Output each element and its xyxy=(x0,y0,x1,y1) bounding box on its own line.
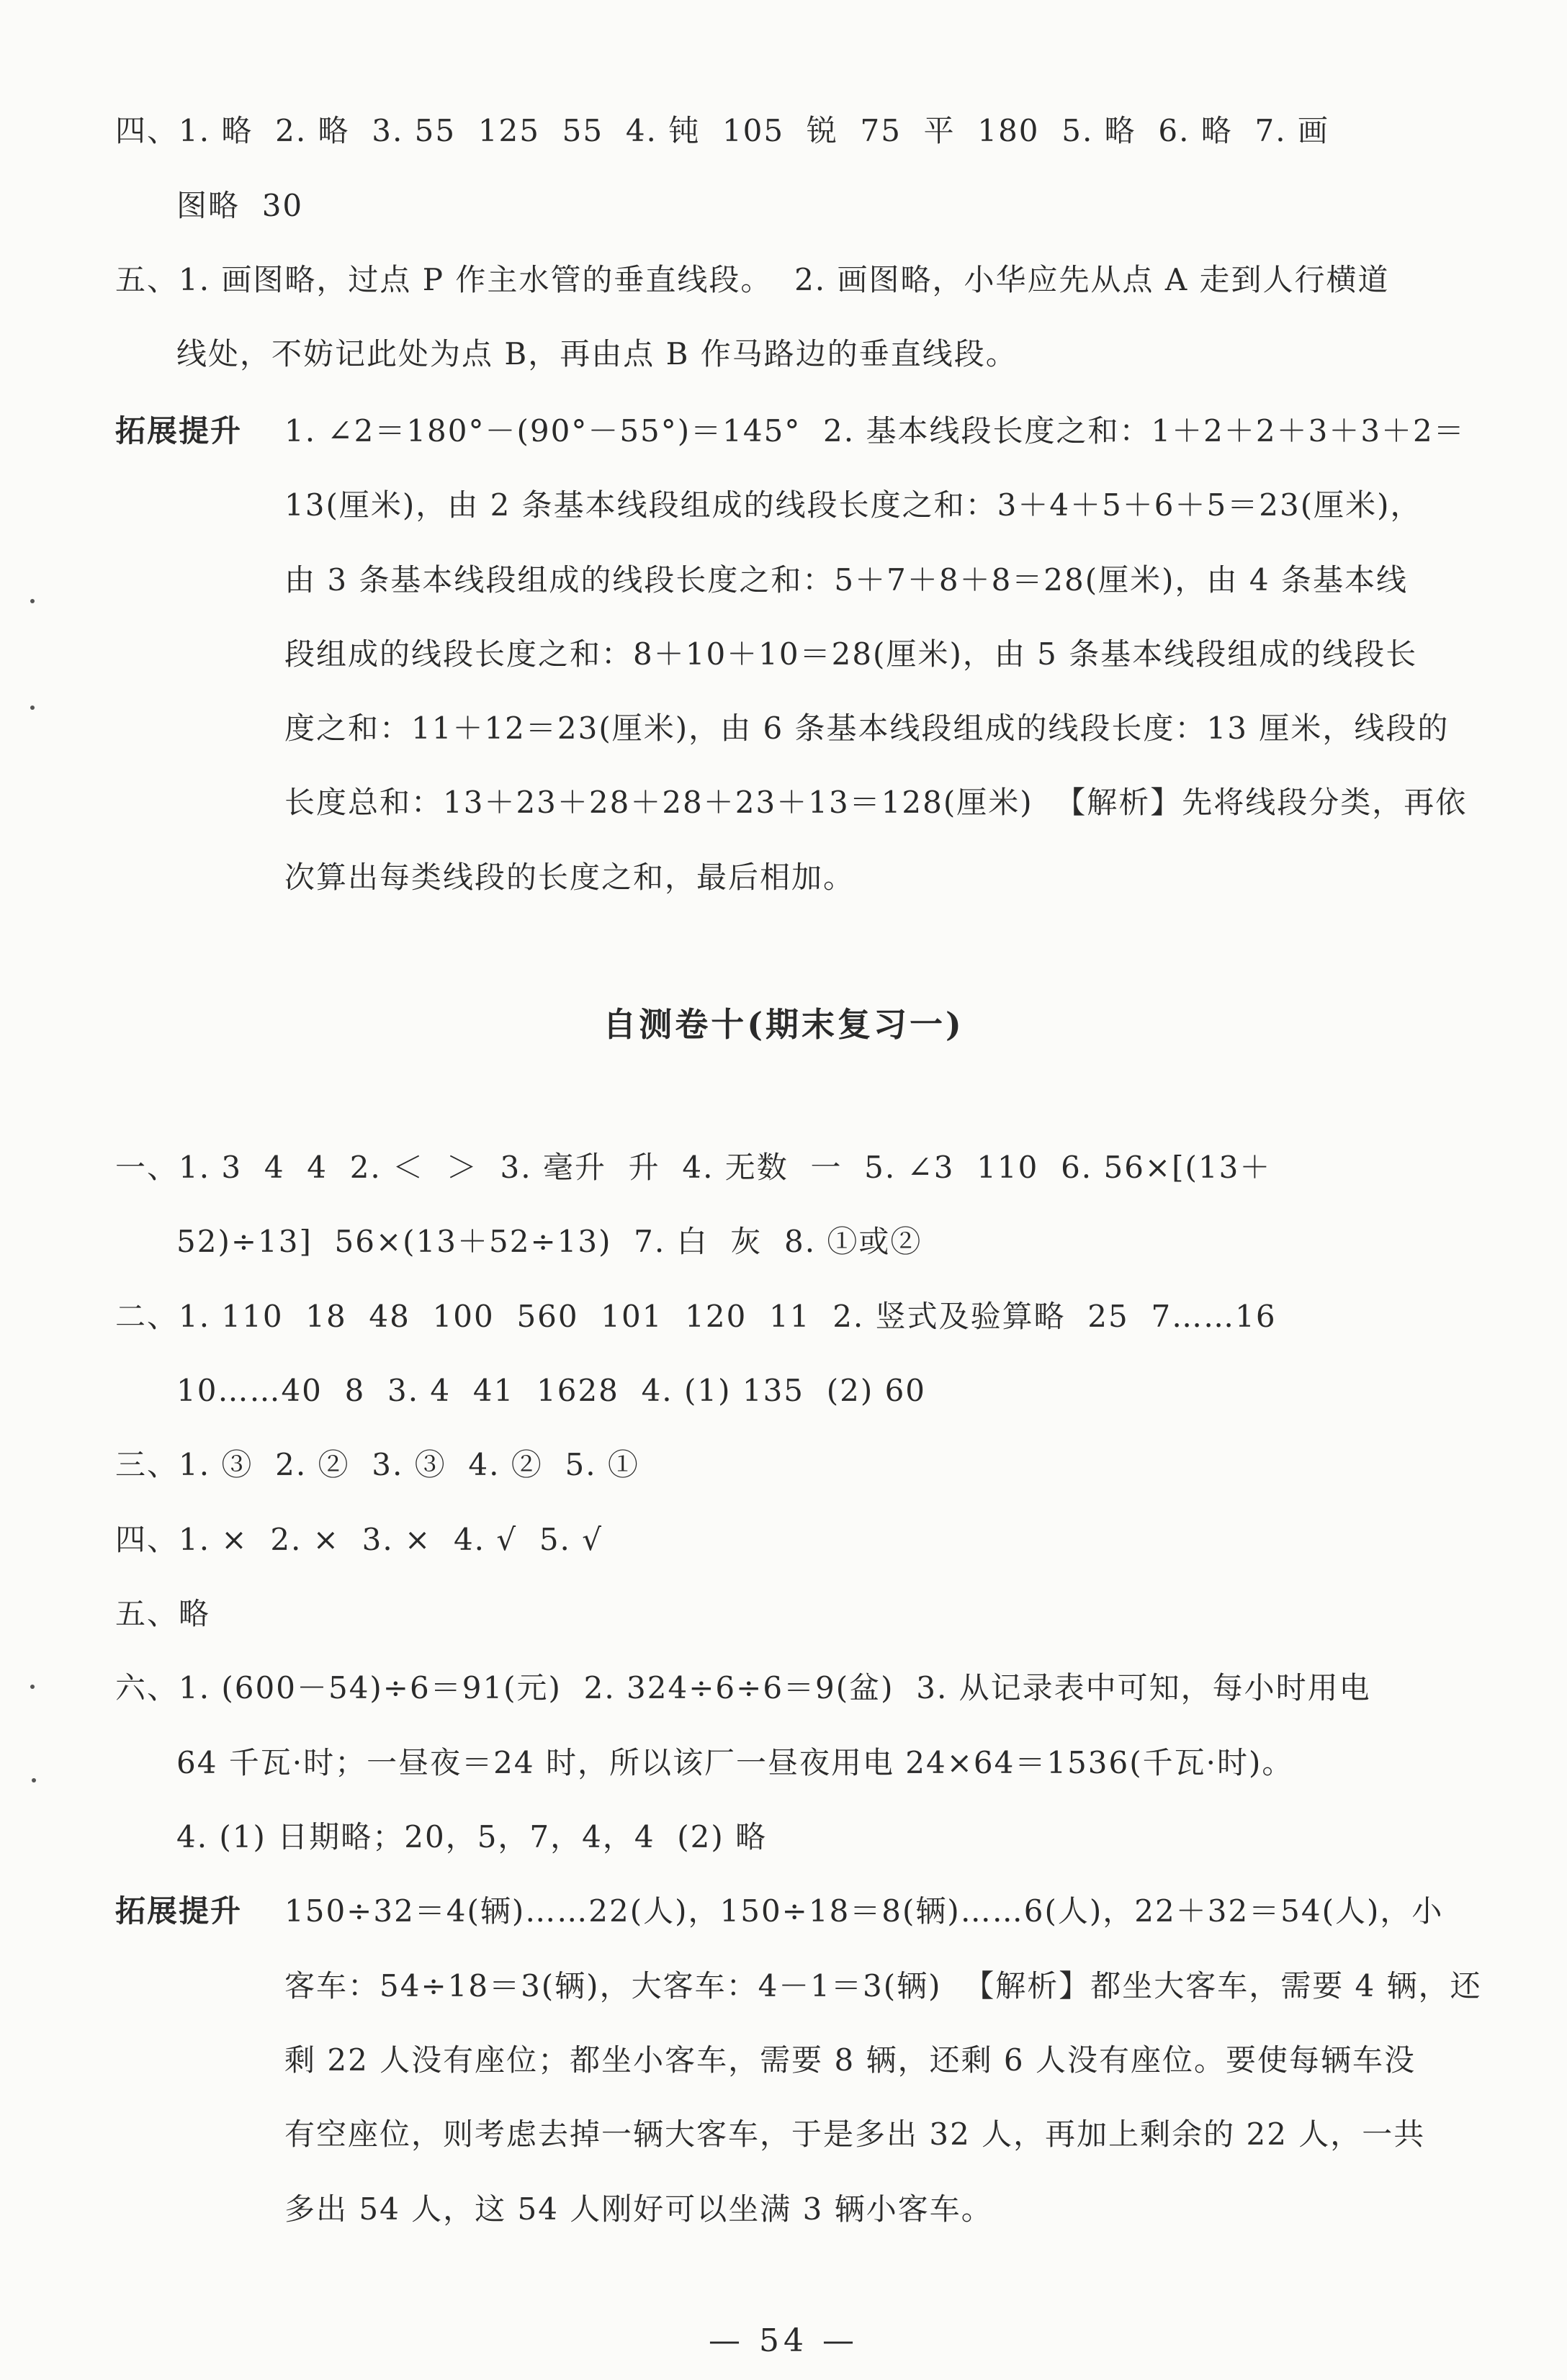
answer-line-6-3: 4. (1) 日期略；20，5，7，4，4 (2) 略 xyxy=(176,1819,768,1854)
extension2-line: 多出 54 人，这 54 人刚好可以坐满 3 辆小客车。 xyxy=(284,2191,993,2227)
extension-label-2: 拓展提升 xyxy=(115,1893,243,1929)
extension1-line: 13(厘米)，由 2 条基本线段组成的线段长度之和：3＋4＋5＋6＋5＝23(厘米)， xyxy=(284,487,1422,523)
answer-line-4: 四、1. × 2. × 3. × 4. √ 5. √ xyxy=(115,1522,603,1557)
extension1-line: 1. ∠2＝180°－(90°－55°)＝145° 2. 基本线段长度之和：1＋2＋2＋3＋3＋2＝ xyxy=(284,413,1465,448)
answer-line-4-1: 四、1. 略 2. 略 3. 55 125 55 4. 钝 105 锐 75 平 180 5. 略 6. 略 7. 画 xyxy=(115,113,1329,148)
extension-label-1: 拓展提升 xyxy=(115,413,243,448)
answer-line-6-2: 64 千瓦·时；一昼夜＝24 时，所以该厂一昼夜用电 24×64＝1536(千瓦·时)。 xyxy=(176,1745,1294,1780)
answer-line-5: 五、略 xyxy=(115,1596,211,1631)
scan-speck xyxy=(30,599,35,603)
section-title: 自测卷十(期末复习一) xyxy=(603,1005,964,1044)
scan-speck xyxy=(32,1778,36,1782)
extension1-line: 度之和：11＋12＝23(厘米)，由 6 条基本线段组成的线段长度：13 厘米，线段的 xyxy=(284,711,1450,746)
extension1-line: 段组成的线段长度之和：8＋10＋10＝28(厘米)，由 5 条基本线段组成的线段长 xyxy=(284,636,1418,672)
answer-line-3: 三、1. ③ 2. ② 3. ③ 4. ② 5. ① xyxy=(115,1447,639,1482)
extension2-line: 有空座位，则考虑去掉一辆大客车，于是多出 32 人，再加上剩余的 22 人，一共 xyxy=(284,2117,1426,2152)
answer-line-2-1: 二、1. 110 18 48 100 560 101 120 11 2. 竖式及验算略 25 7……16 xyxy=(115,1299,1277,1334)
extension2-line: 150÷32＝4(辆)……22(人)，150÷18＝8(辆)……6(人)，22＋32＝54(人)，小 xyxy=(284,1893,1444,1929)
answer-line-6-1: 六、1. (600－54)÷6＝91(元) 2. 324÷6÷6＝9(盆) 3. 从记录表中可知，每小时用电 xyxy=(115,1670,1371,1705)
answer-line-5-2: 线处，不妨记此处为点 B，再由点 B 作马路边的垂直线段。 xyxy=(176,336,1018,371)
answer-line-4-2: 图略 30 xyxy=(176,188,304,223)
answer-line-1-2: 52)÷13] 56×(13＋52÷13) 7. 白 灰 8. ①或② xyxy=(176,1224,922,1259)
extension1-line: 长度总和：13＋23＋28＋28＋23＋13＝128(厘米) 【解析】先将线段分类，再依 xyxy=(284,785,1468,820)
scan-speck xyxy=(30,1685,35,1689)
answer-line-5-1: 五、1. 画图略，过点 P 作主水管的垂直线段。 2. 画图略，小华应先从点 A 走到人行横道 xyxy=(115,262,1390,297)
extension2-line: 客车：54÷18＝3(辆)，大客车：4－1＝3(辆) 【解析】都坐大客车，需要 4 辆，还 xyxy=(284,1968,1482,2003)
scan-speck xyxy=(30,706,35,710)
answer-line-1-1: 一、1. 3 4 4 2. ＜ ＞ 3. 毫升 升 4. 无数 一 5. ∠3 110 6. 56×[(13＋ xyxy=(115,1150,1272,1185)
extension1-line: 由 3 条基本线段组成的线段长度之和：5＋7＋8＋8＝28(厘米)，由 4 条基本线 xyxy=(284,562,1408,598)
answer-line-2-2: 10……40 8 3. 4 41 1628 4. (1) 135 (2) 60 xyxy=(176,1373,927,1408)
extension2-line: 剩 22 人没有座位；都坐小客车，需要 8 辆，还剩 6 人没有座位。要使每辆车没 xyxy=(284,2042,1416,2078)
extension1-line: 次算出每类线段的长度之和，最后相加。 xyxy=(284,860,856,895)
page-number: — 54 — xyxy=(709,2322,858,2359)
